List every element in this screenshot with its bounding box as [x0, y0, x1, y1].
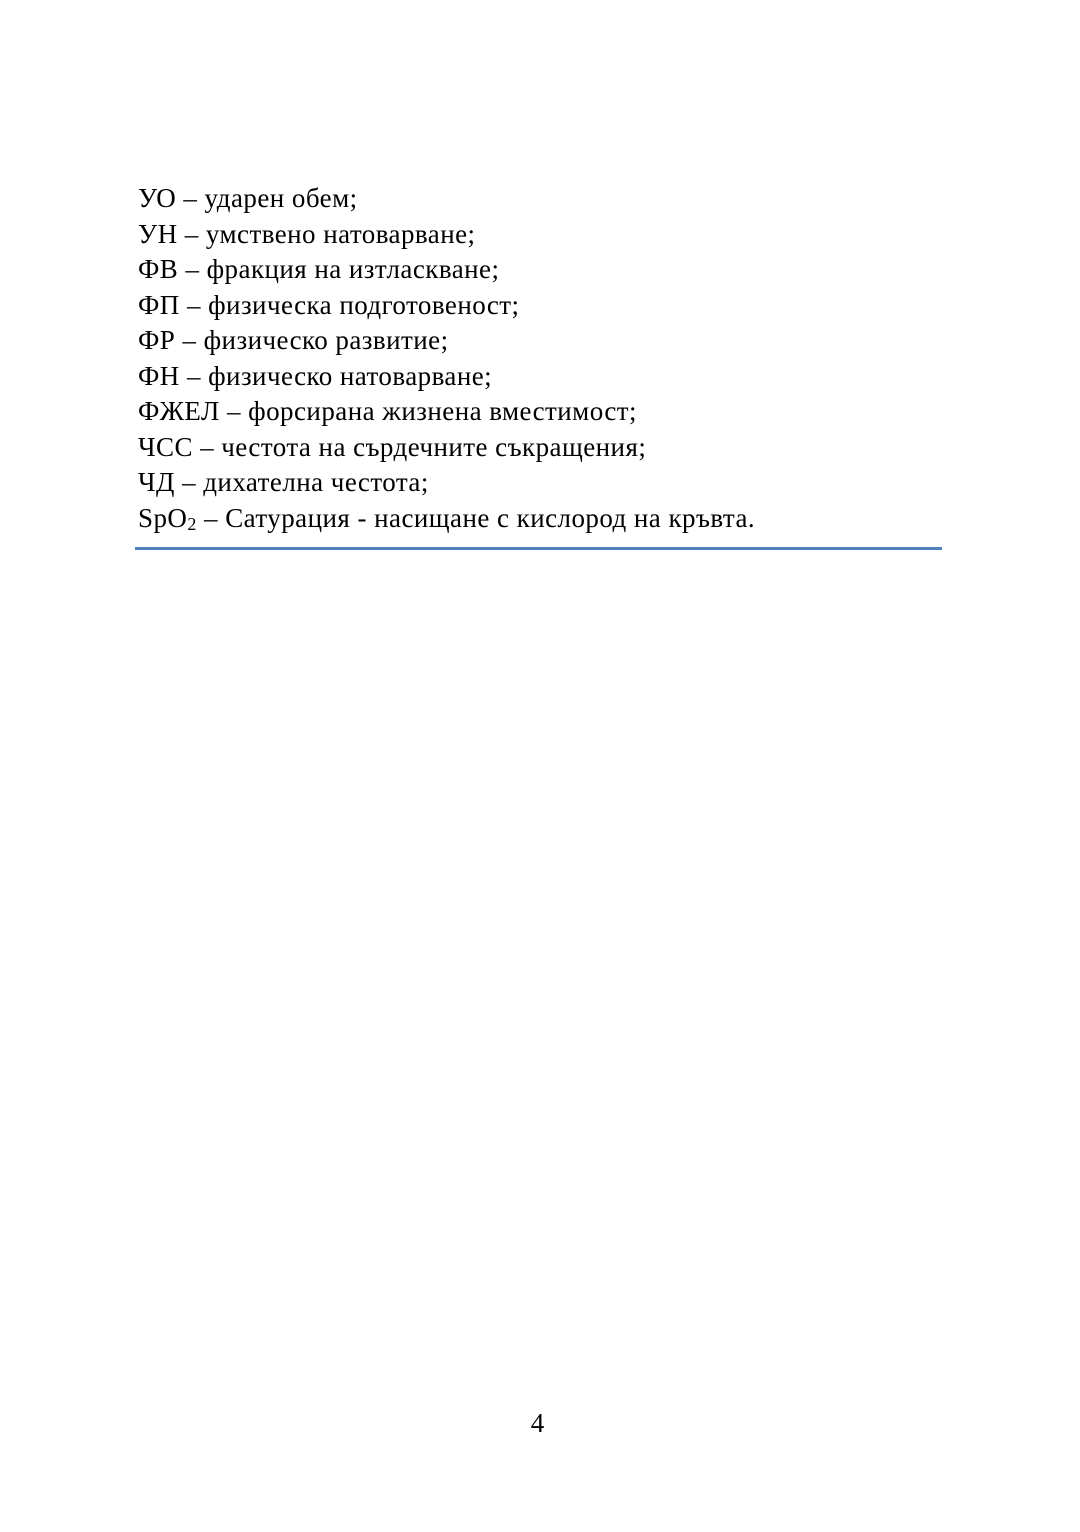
abbreviation-definition: фракция на изтласкване; — [206, 254, 500, 284]
abbreviation-definition: умствено натоварване; — [205, 218, 476, 249]
abbreviation-term: ФР — [138, 325, 176, 355]
abbreviation-dash: – — [183, 183, 198, 213]
abbreviation-list — [138, 181, 943, 536]
abbreviation-item — [138, 359, 943, 395]
abbreviation-dash: – — [226, 396, 241, 426]
abbreviation-item — [138, 430, 943, 466]
abbreviation-term: ФЖЕЛ — [138, 396, 220, 426]
abbreviation-dash: – — [186, 289, 201, 320]
abbreviation-item — [138, 501, 943, 537]
abbreviation-definition: форсирана жизнена вместимост; — [248, 396, 637, 426]
abbreviation-item — [138, 252, 943, 288]
abbreviation-term: УН — [138, 218, 178, 249]
abbreviation-term: ФВ — [138, 254, 179, 284]
abbreviation-item — [138, 217, 943, 253]
abbreviation-term: SpO — [138, 502, 188, 533]
abbreviation-term-subscript: 2 — [187, 513, 197, 534]
abbreviation-dash: – — [184, 218, 199, 249]
abbreviation-dash: – — [182, 325, 197, 355]
abbreviation-term: УО — [138, 183, 177, 213]
abbreviation-dash: – — [186, 360, 201, 391]
page-number: 4 — [530, 1408, 545, 1438]
abbreviation-item — [138, 323, 943, 359]
abbreviation-term: ЧД — [138, 467, 175, 497]
abbreviation-item — [138, 465, 943, 501]
abbreviation-term: ЧСС — [138, 431, 193, 462]
abbreviation-definition: Сатурация - насищане с кислород на кръвта. — [225, 502, 756, 533]
abbreviation-definition: физическо развитие; — [203, 325, 449, 355]
abbreviation-definition: ударен обем; — [204, 183, 358, 213]
abbreviation-dash: – — [182, 467, 197, 497]
abbreviation-dash: – — [200, 431, 215, 462]
abbreviation-definition: физическо натоварване; — [208, 360, 493, 391]
abbreviation-dash: – — [204, 502, 218, 533]
abbreviation-item — [138, 181, 943, 217]
abbreviation-definition: честота на сърдечните съкращения; — [221, 431, 647, 462]
abbreviation-definition: физическа подготовеност; — [208, 289, 520, 320]
abbreviation-definition: дихателна честота; — [203, 467, 429, 497]
abbreviation-dash: – — [185, 254, 200, 284]
abbreviation-term: ФП — [138, 289, 180, 320]
abbreviation-item — [138, 394, 943, 430]
section-divider — [135, 547, 942, 550]
abbreviation-term: ФН — [138, 360, 180, 391]
abbreviation-item — [138, 288, 943, 324]
